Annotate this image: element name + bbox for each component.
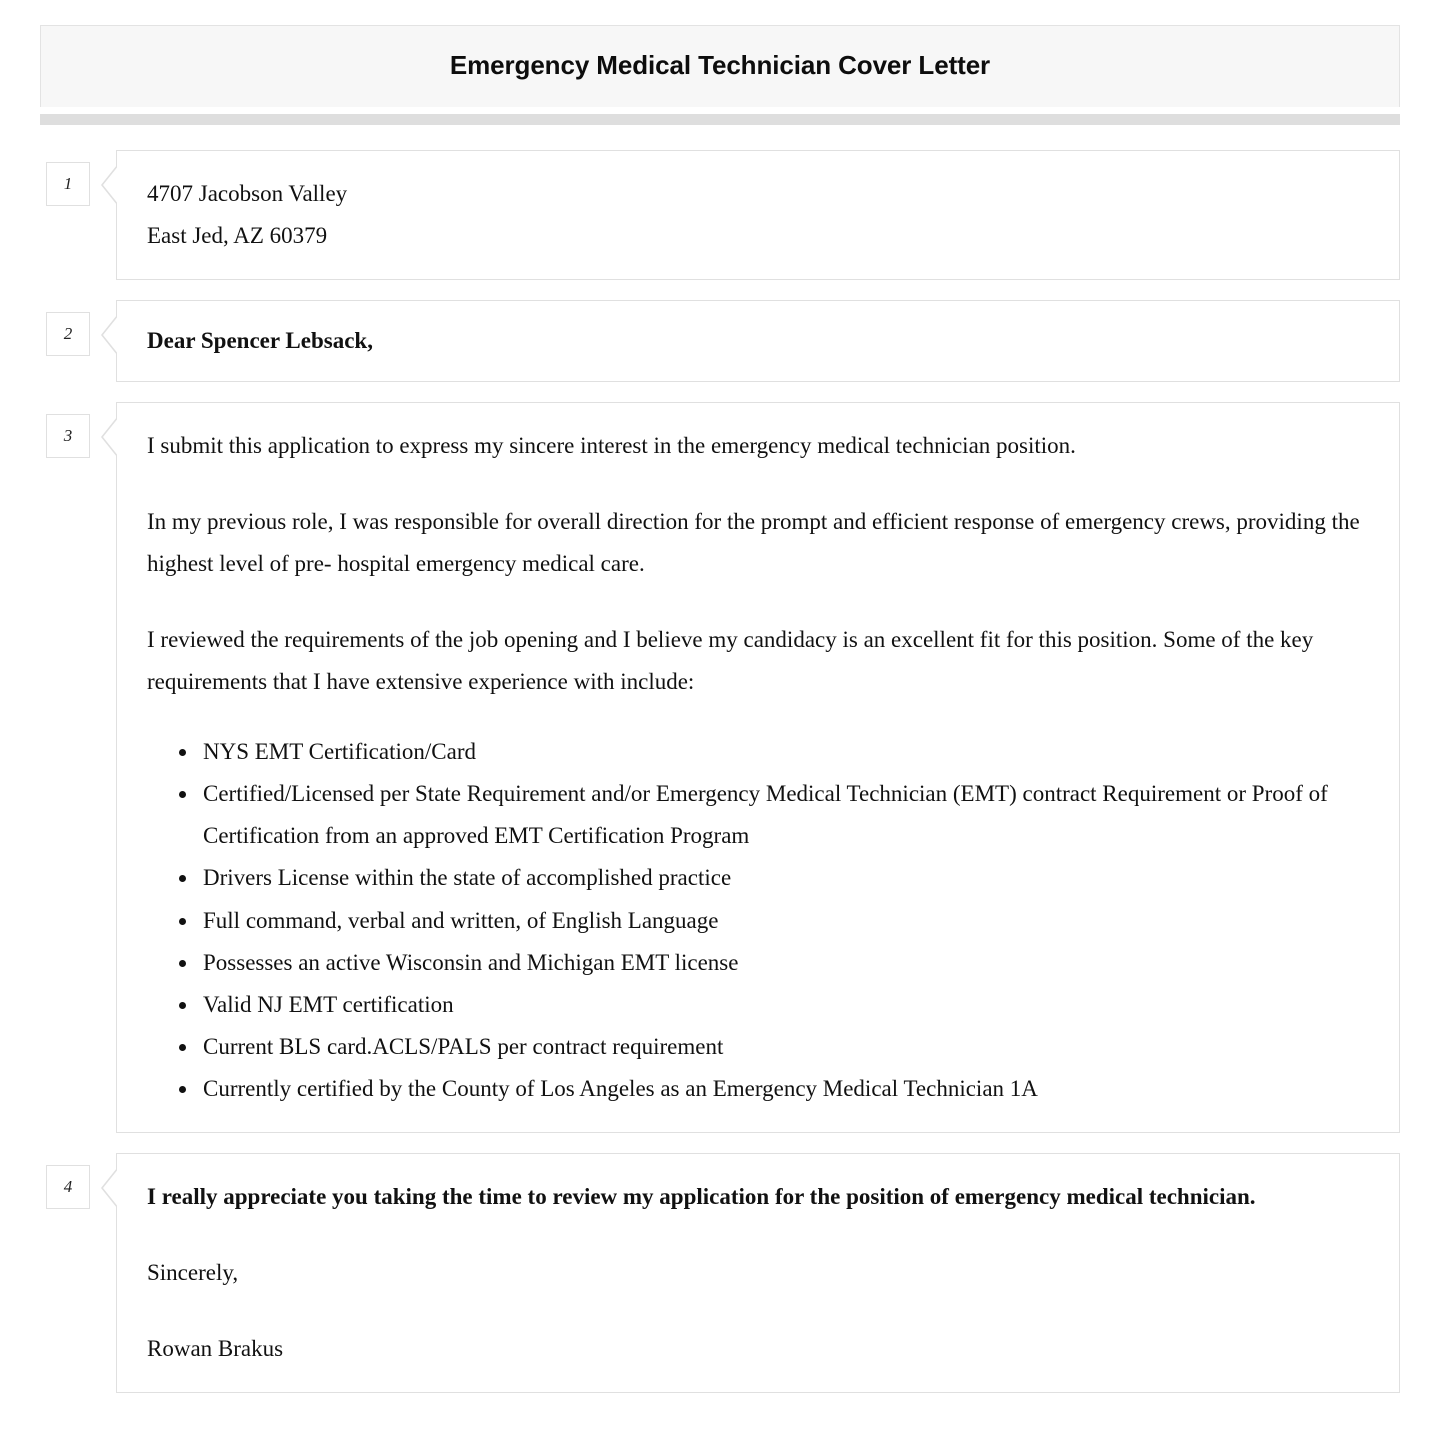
salutation-text: Dear Spencer Lebsack, [147,328,373,354]
signoff-text: Sincerely, [147,1259,239,1285]
body-paragraph-1: I submit this application to express my sincere interest in the emergency medical technician position. [147,432,1076,458]
body-paragraph-3: I reviewed the requirements of the job opening and I believe my candidacy is an excellent fit for this position. Some of the key requirements that I have extensive experience with include: [147,627,1314,695]
list-item: • Current BLS card.ACLS/PALS per contract requirement [199,1026,1373,1068]
list-item: • Currently certified by the County of Los Angeles as an Emergency Medical Technician 1A [199,1068,1373,1110]
letter-block-closing [0,1153,1440,1393]
bubble-pointer-fill-icon [103,417,119,457]
letter-blocks [0,150,1440,1393]
header-divider [40,114,1400,125]
list-item: • Drivers License within the state of accomplished practice [199,857,1373,899]
list-item: • Full command, verbal and written, of English Language [199,900,1373,942]
block-number-badge-2: 2 [46,312,90,356]
block-number-badge-4: 4 [46,1165,90,1209]
address-bubble[interactable] [116,150,1400,280]
block-number-badge-1: 1 [46,162,90,206]
page-header [40,25,1400,107]
list-item: • Possesses an active Wisconsin and Michigan EMT license [199,942,1373,984]
letter-block-salutation [0,300,1440,382]
body-paragraph-2: In my previous role, I was responsible for overall direction for the prompt and efficient response of emergency crews, providing the highest level of pre- hospital emergency medical care. [147,508,1360,576]
list-item: • Valid NJ EMT certification [199,984,1373,1026]
bubble-pointer-fill-icon [103,1168,119,1208]
letter-block-address [0,150,1440,280]
closing-highlight-text: I really appreciate you taking the time to review my application for the position of emergency medical technician. [147,1183,1256,1209]
body-bubble[interactable] [116,402,1400,1133]
block-number-badge-3: 3 [46,414,90,458]
signature-name: Rowan Brakus [147,1336,284,1362]
list-item: • NYS EMT Certification/Card [199,731,1373,773]
address-line-2: East Jed, AZ 60379 [147,223,328,249]
letter-block-body [0,402,1440,1133]
page-title: Emergency Medical Technician Cover Letter [449,50,991,80]
list-item: • Certified/Licensed per State Requirement and/or Emergency Medical Technician (EMT) contract Requirement or Proof of Certification from an approved EMT Certification Program [199,773,1373,857]
address-line-1: 4707 Jacobson Valley [147,181,348,206]
bubble-pointer-fill-icon [103,315,119,355]
requirements-list [147,731,1373,1110]
closing-bubble[interactable] [116,1153,1400,1393]
bubble-pointer-fill-icon [103,165,119,205]
salutation-bubble[interactable] [116,300,1400,382]
